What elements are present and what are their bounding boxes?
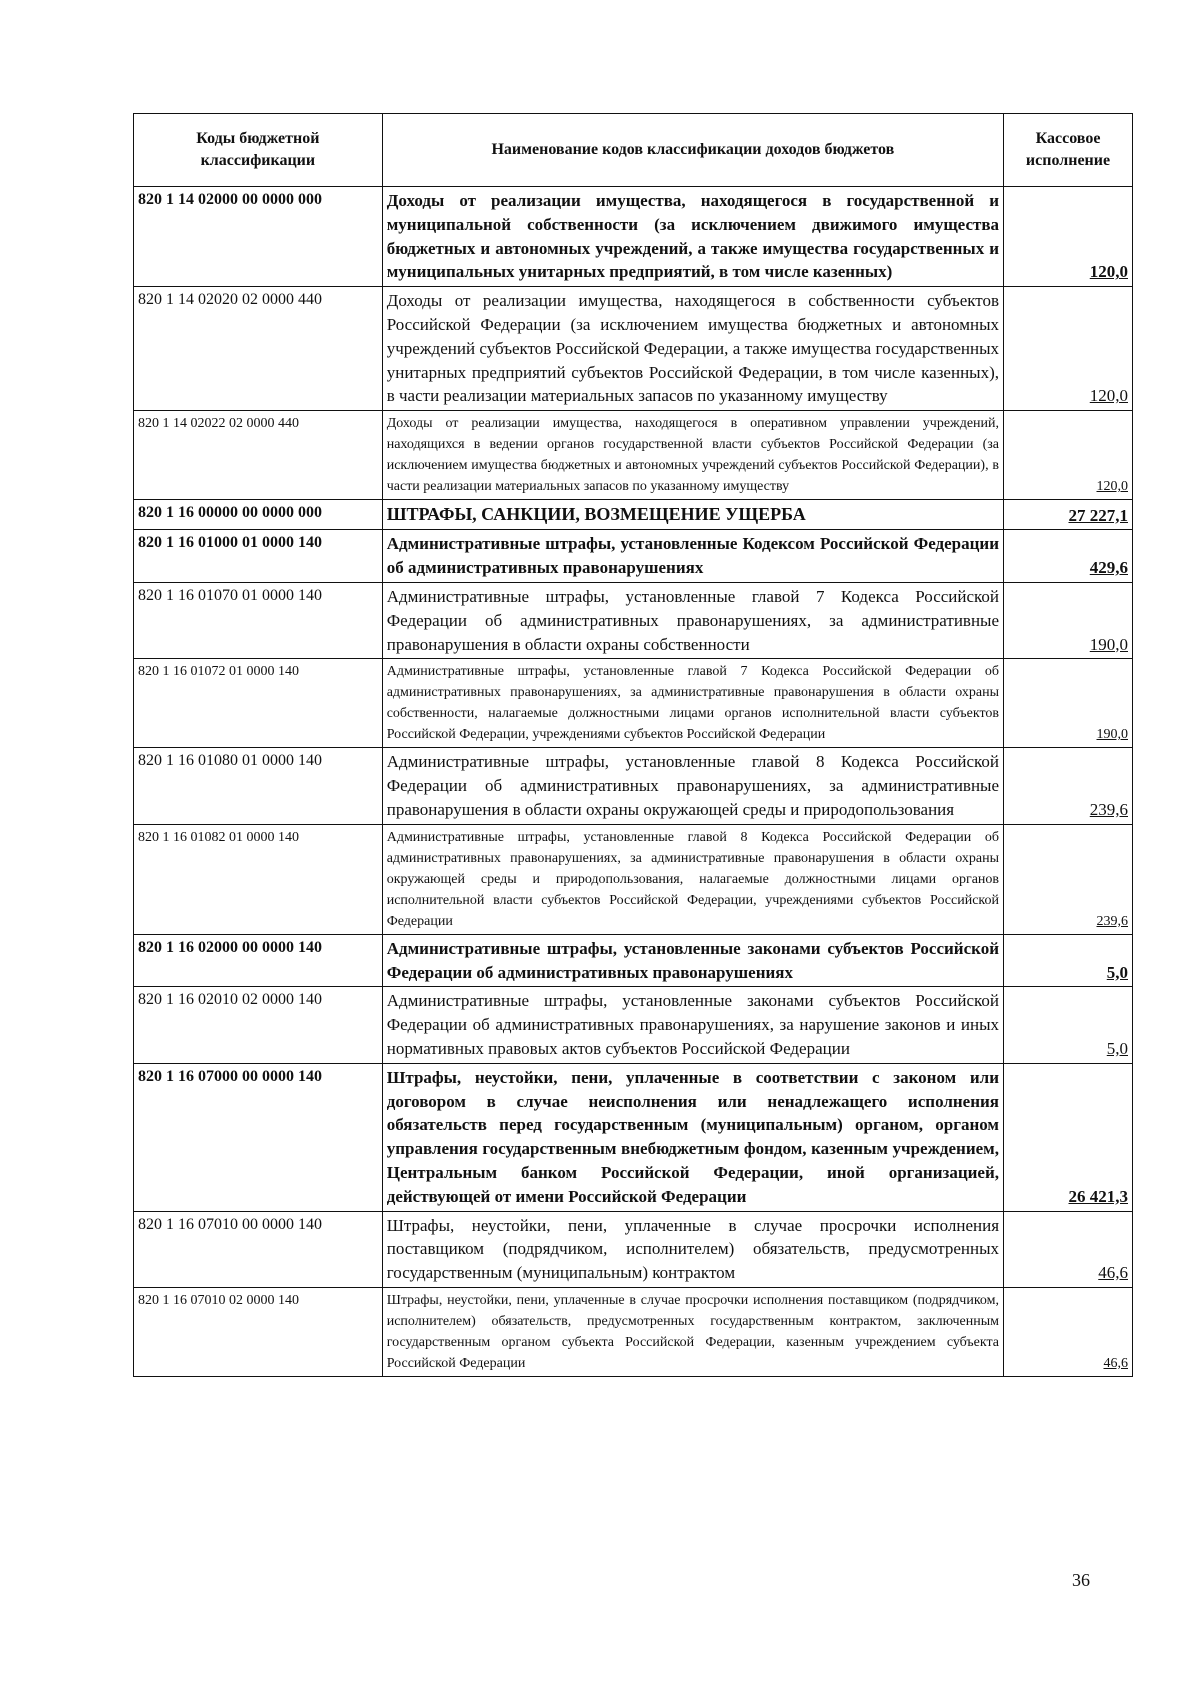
row-sum: 5,0	[1004, 987, 1133, 1063]
row-name: Доходы от реализации имущества, находящегося в государственной и муниципальной собственности (за исключением движимого имущества бюджетных и автономных учреждений, а также имущества государственных и муниципальных унитарных предприятий, в том числе казенных)	[382, 187, 1003, 287]
budget-table	[133, 113, 1133, 1377]
row-code: 820 1 16 01070 01 0000 140	[134, 582, 383, 658]
row-sum: 239,6	[1004, 824, 1133, 934]
header-code: Коды бюджетной классификации	[134, 114, 383, 187]
row-code: 820 1 16 01080 01 0000 140	[134, 748, 383, 824]
row-sum: 46,6	[1004, 1211, 1133, 1287]
row-sum: 190,0	[1004, 659, 1133, 748]
row-sum: 239,6	[1004, 748, 1133, 824]
table-row	[134, 659, 1133, 748]
row-name: Штрафы, неустойки, пени, уплаченные в соответствии с законом или договором в случае неисполнения или ненадлежащего исполнения обязательств перед государственным (муниципальным) органом, органом управления государственным внебюджетным фондом, казенным учреждением, Центральным банком Российской Федерации, иной организацией, действующей от имени Российской Федерации	[382, 1063, 1003, 1211]
row-name: Штрафы, неустойки, пени, уплаченные в случае просрочки исполнения поставщиком (подрядчиком, исполнителем) обязательств, предусмотренных государственным контрактом, заключенным государственным органом субъекта Российской Федерации, казенным учреждением субъекта Российской Федерации	[382, 1287, 1003, 1376]
row-sum: 429,6	[1004, 530, 1133, 583]
row-sum: 46,6	[1004, 1287, 1133, 1376]
table-row	[134, 287, 1133, 411]
row-code: 820 1 16 02000 00 0000 140	[134, 934, 383, 987]
row-name: Штрафы, неустойки, пени, уплаченные в случае просрочки исполнения поставщиком (подрядчиком, исполнителем) обязательств, предусмотренных государственным (муниципальным) контрактом	[382, 1211, 1003, 1287]
row-sum: 27 227,1	[1004, 500, 1133, 530]
table-row	[134, 530, 1133, 583]
table-row	[134, 187, 1133, 287]
row-code: 820 1 14 02020 02 0000 440	[134, 287, 383, 411]
table-body	[134, 187, 1133, 1377]
row-sum: 120,0	[1004, 411, 1133, 500]
row-name: Административные штрафы, установленные законами субъектов Российской Федерации об административных правонарушениях, за нарушение законов и иных нормативных правовых актов субъектов Российской Федерации	[382, 987, 1003, 1063]
row-name: Административные штрафы, установленные законами субъектов Российской Федерации об административных правонарушениях	[382, 934, 1003, 987]
row-code: 820 1 14 02022 02 0000 440	[134, 411, 383, 500]
table-row	[134, 500, 1133, 530]
row-code: 820 1 16 01072 01 0000 140	[134, 659, 383, 748]
row-code: 820 1 16 07010 00 0000 140	[134, 1211, 383, 1287]
row-code: 820 1 16 07000 00 0000 140	[134, 1063, 383, 1211]
row-sum: 5,0	[1004, 934, 1133, 987]
table-row	[134, 1063, 1133, 1211]
row-code: 820 1 16 00000 00 0000 000	[134, 500, 383, 530]
table-row	[134, 934, 1133, 987]
header-name: Наименование кодов классификации доходов бюджетов	[382, 114, 1003, 187]
row-sum: 190,0	[1004, 582, 1133, 658]
table-row	[134, 582, 1133, 658]
row-name: Административные штрафы, установленные Кодексом Российской Федерации об административных правонарушениях	[382, 530, 1003, 583]
table-row	[134, 987, 1133, 1063]
table-row	[134, 1287, 1133, 1376]
header-sum: Кассовое исполнение	[1004, 114, 1133, 187]
row-code: 820 1 16 07010 02 0000 140	[134, 1287, 383, 1376]
row-code: 820 1 16 01000 01 0000 140	[134, 530, 383, 583]
row-name: Административные штрафы, установленные главой 8 Кодекса Российской Федерации об административных правонарушениях, за административные правонарушения в области охраны окружающей среды и природопользования, налагаемые должностными лицами органов исполнительной власти субъектов Российской Федерации, учреждениями субъектов Российской Федерации	[382, 824, 1003, 934]
row-name: Доходы от реализации имущества, находящегося в собственности субъектов Российской Федерации (за исключением имущества бюджетных и автономных учреждений субъектов Российской Федерации, а также имущества государственных унитарных предприятий субъектов Российской Федерации, в том числе казенных), в части реализации материальных запасов по указанному имуществу	[382, 287, 1003, 411]
row-name: Административные штрафы, установленные главой 7 Кодекса Российской Федерации об административных правонарушениях, за административные правонарушения в области охраны собственности, налагаемые должностными лицами органов исполнительной власти субъектов Российской Федерации, учреждениями субъектов Российской Федерации	[382, 659, 1003, 748]
table-header-row	[134, 114, 1133, 187]
table-row	[134, 1211, 1133, 1287]
row-name: ШТРАФЫ, САНКЦИИ, ВОЗМЕЩЕНИЕ УЩЕРБА	[382, 500, 1003, 530]
row-name: Доходы от реализации имущества, находящегося в оперативном управлении учреждений, находящихся в ведении органов государственной власти субъектов Российской Федерации (за исключением имущества бюджетных и автономных учреждений субъектов Российской Федерации), в части реализации материальных запасов по указанному имуществу	[382, 411, 1003, 500]
row-sum: 120,0	[1004, 287, 1133, 411]
row-code: 820 1 16 01082 01 0000 140	[134, 824, 383, 934]
row-code: 820 1 14 02000 00 0000 000	[134, 187, 383, 287]
table-row	[134, 824, 1133, 934]
row-sum: 120,0	[1004, 187, 1133, 287]
row-name: Административные штрафы, установленные главой 8 Кодекса Российской Федерации об административных правонарушениях, за административные правонарушения в области охраны окружающей среды и природопользования	[382, 748, 1003, 824]
page-number: 36	[1072, 1570, 1090, 1590]
row-name: Административные штрафы, установленные главой 7 Кодекса Российской Федерации об административных правонарушениях, за административные правонарушения в области охраны собственности	[382, 582, 1003, 658]
table-row	[134, 748, 1133, 824]
row-code: 820 1 16 02010 02 0000 140	[134, 987, 383, 1063]
table-row	[134, 411, 1133, 500]
row-sum: 26 421,3	[1004, 1063, 1133, 1211]
